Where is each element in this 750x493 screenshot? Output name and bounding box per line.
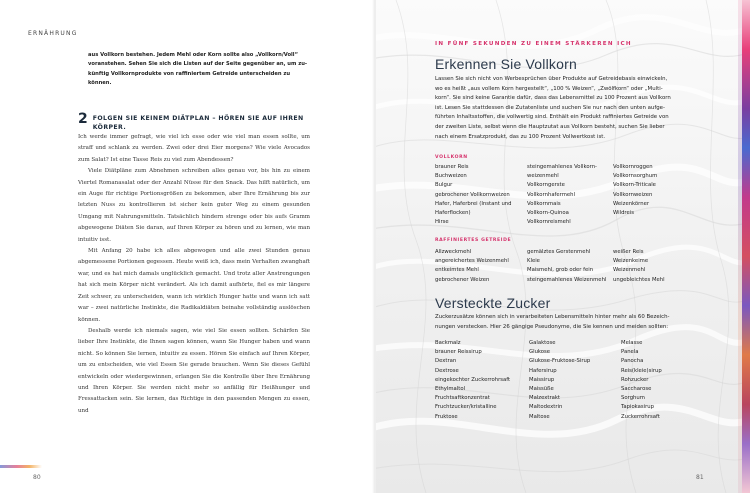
list-item: Buchweizen [435,173,467,180]
intro-line: voranstehen. Sehen Sie sich die Listen auf der Seite gegenüber an, um zu- [88,61,308,68]
running-head: ERNÄHRUNG [28,30,78,37]
list-item: Fruktose [435,413,458,420]
body-paragraph: Ich werde immer gefragt, wie viel ich esse oder wie viel man essen sollte, um straff und schlank zu werden. Zwei oder drei Eier morgens? Wie viele Avocados zum Salat? Ist eine Tasse Reis zu viel zum Abendessen? [78,134,310,163]
list-column [435,339,529,422]
list-item: Malzextrakt [529,395,561,402]
list-item: Fruchtzucker/kristalline [435,404,497,411]
list-item: Weizenkeime [613,258,649,265]
list-item: Fruchtsaftkonzentrat [435,395,490,402]
lead-line: korn“. Sie sind keine Garantie dafür, dass das Lebensmittel zu 100 Prozent aus Vollkorn [435,95,671,102]
whole-grain-lead [435,75,697,142]
list-item: Vollkornhafermehl [527,191,576,198]
list-item: Weizenmehl [613,267,646,274]
whole-grain-label: VOLLKORN [435,155,468,160]
step-title: FOLGEN SIE KEINEM DIÄTPLAN – HÖREN SIE AUF IHREN KÖRPER. [92,115,304,131]
list-item: Allzweckmehl [435,249,472,255]
list-item: Maismehl, grob oder fein [527,267,594,274]
list-item: gebrochener Weizen [435,276,490,283]
list-column [529,339,621,422]
list-item: Panocha [621,358,644,365]
list-item: Maissirup [529,376,555,383]
list-item: Bulgur [435,182,453,189]
list-item: Hirse [435,219,449,226]
list-column [527,248,613,285]
list-column [613,163,693,227]
lead-line: nach einem Ersatzprodukt, das zu 100 Prozent Vollwertkost ist. [435,133,606,140]
list-item: Vollkornreismehl [527,219,571,226]
list-item: Ethylmaltol [435,386,466,393]
list-item: eingekochter Zuckerrohrsaft [435,376,511,383]
list-item: Dextran [435,358,457,365]
list-item: gemälztes Gerstenmehl [527,249,591,255]
body-paragraph: Deshalb werde ich niemals sagen, wie viel Sie essen sollten. Schärfen Sie lieber Ihre Instinkte, die Ihnen sagen können, wann Sie Hunger haben und wann nicht. So können Sie lernen, intuitiv zu essen. Hören Sie einfach auf Ihren Körper, um zu entscheiden, wie viel Essen Sie gerade brauchen. Wenn Sie dieses Gefühl entwickeln oder wiedergewinnen, erlangen Sie die Kontrolle über Ihre Ernährung und Ihren Körper. Sie werden nicht mehr so anfällig für Heißhunger und Fressattacken sein. Sie lernen, das Richtige in den passenden Mengen zu essen, und [78,327,310,414]
lead-line: ist. Lesen Sie stattdessen die Zutatenliste und suchen Sie nur nach den unten aufge- [435,104,665,111]
lead-line: wo es heißt „aus vollem Korn hergestellt“, „100 % Weizen“, „Zwölfkorn“ oder „Multi- [435,85,663,92]
list-item: ungebleichtes Mehl [613,276,665,283]
list-item: Sorghum [621,395,645,402]
sugar-names-list [435,339,701,422]
step-section [78,113,310,417]
list-item: Vollkornmais [527,200,561,207]
refined-grain-list [435,248,693,285]
list-item: Hafersirup [529,367,557,374]
list-item: Kleie [527,258,540,265]
list-column [435,163,527,227]
lead-line: Lassen Sie sich nicht von Werbesprüchen über Produkte auf Getreidebasis einwickeln, [435,76,668,82]
list-item: brauner Reis [435,164,469,170]
intro-line: aus Vollkorn bestehen. Jedem Mehl oder Korn sollte also „Vollkorn/Voll“ [88,52,298,58]
list-item: gebrochener Vollkornweizen [435,191,510,198]
list-item: Dextrose [435,367,459,374]
body-paragraph: Mit Anfang 20 habe ich alles abgewogen und alle zwei Stunden genau abgemessene Portionen gegessen. Heute weiß ich, dass mein Verhalten zwanghaft war, und es hat mich damals unglücklich gemacht. Und trotz aller Anstrengungen hat sich mein Körper nicht verändert. Als ich damit aufhörte, fiel es mir längere Zeit schwer, zu unterscheiden, wann ich wirklich Hunger hatte und wann ich satt war – zwei natürliche Instinkte, die Radikaldiäten beinahe vollständig auslöschen können. [78,248,310,323]
list-item: Zuckerrohrsaft [621,413,660,420]
list-item: brauner Reissirup [435,349,482,356]
list-item: Vollkornweizen [613,191,653,198]
list-item: Wildreis [613,210,634,217]
decorative-edge-strip [742,0,750,493]
hidden-sugars-lead [435,313,697,332]
list-item: Vollkorngerste [527,182,565,189]
decorative-color-strip [0,465,42,468]
list-item: Panela [621,349,639,356]
section-kicker: IN FÜNF SEKUNDEN ZU EINEM STÄRKEREN ICH [435,41,632,47]
lead-line: führten Inhaltsstoffen, die vollwertig sind. Enthält ein Produkt raffiniertes Getreide von [435,114,669,121]
list-item: weizenmehl [527,173,559,180]
list-item: Melasse [621,340,643,346]
list-item: angereichertes Weizenmehl [435,258,509,265]
list-column [621,339,701,422]
lead-line: nungen verstecken. Hier 26 gängige Pseudonyme, die Sie kennen und meiden sollten: [435,323,669,330]
list-column [527,163,613,227]
lead-line: Zuckerzusätze können sich in verarbeiteten Lebensmitteln hinter mehr als 60 Bezeich- [435,314,670,320]
list-item: Glukose-Fruktose-Sirup [529,358,591,365]
step-number: 2 [78,111,88,127]
list-item: Rohzucker [621,376,649,383]
step-heading [78,113,310,132]
body-paragraph: Viele Diätpläne zum Abnehmen schreiben alles genau vor, bis hin zu einem Viertel Romanasalat oder der Anzahl Nüsse für den Snack. Das hilft natürlich, um ein Auge für richtige Portionsgrößen zu bekommen, aber Ihre Ernährung bis zur letzten Nuss zu kontrollieren ist sicher kein guter Weg zu einem gesunden Umgang mit Nahrungsmitteln. Tatsächlich hindern strenge oder bis aufs Gramm abgewogene Diäten Sie daran, auf Ihren Körper zu hören und zu lernen, wie man intuitiv isst. [78,168,310,243]
list-item: Tapiokasirup [621,404,655,411]
list-item: Hafer, Haferbrei (Instant und [435,200,512,207]
list-item: Maltose [529,413,550,420]
heading-whole-grain: Erkennen Sie Vollkorn [435,56,577,72]
intro-paragraph [88,51,313,88]
heading-hidden-sugars: Versteckte Zucker [435,295,551,311]
list-item: Reis(kleie)sirup [621,367,662,374]
lead-line: der zweiten Liste, selbst wenn die Hauptzutat aus Vollkorn besteht, suchen Sie lieber [435,123,665,130]
list-item: Maltodextrin [529,404,563,411]
list-item: Vollkorn-Triticale [613,182,656,189]
list-item: entkeimtes Mehl [435,267,479,274]
list-item: steingemahlenes Vollkorn- [527,164,597,170]
list-item: Glukose [529,349,551,356]
list-item: Backmalz [435,340,461,346]
list-item: Galaktose [529,340,556,346]
list-item: Maissüße [529,386,554,393]
list-column [613,248,693,285]
list-item: Vollkorn-Quinoa [527,210,569,217]
intro-line: künftig Vollkornprodukte von raffiniertem Getreide unterscheiden zu können. [88,70,291,86]
right-page [376,0,750,493]
list-item: Haferflocken) [435,210,471,217]
list-item: Weizenkörner [613,200,650,207]
list-item: weißer Reis [613,249,644,255]
whole-grain-list [435,163,693,227]
list-item: steingemahlenes Weizenmehl [527,276,607,283]
list-column [435,248,527,285]
list-item: Vollkornroggen [613,164,653,170]
page-number: 81 [696,474,704,481]
refined-grain-label: RAFFINIERTES GETREIDE [435,238,512,243]
list-item: Saccharose [621,386,652,393]
page-number: 80 [33,474,41,481]
list-item: Vollkornsorghum [613,173,658,180]
